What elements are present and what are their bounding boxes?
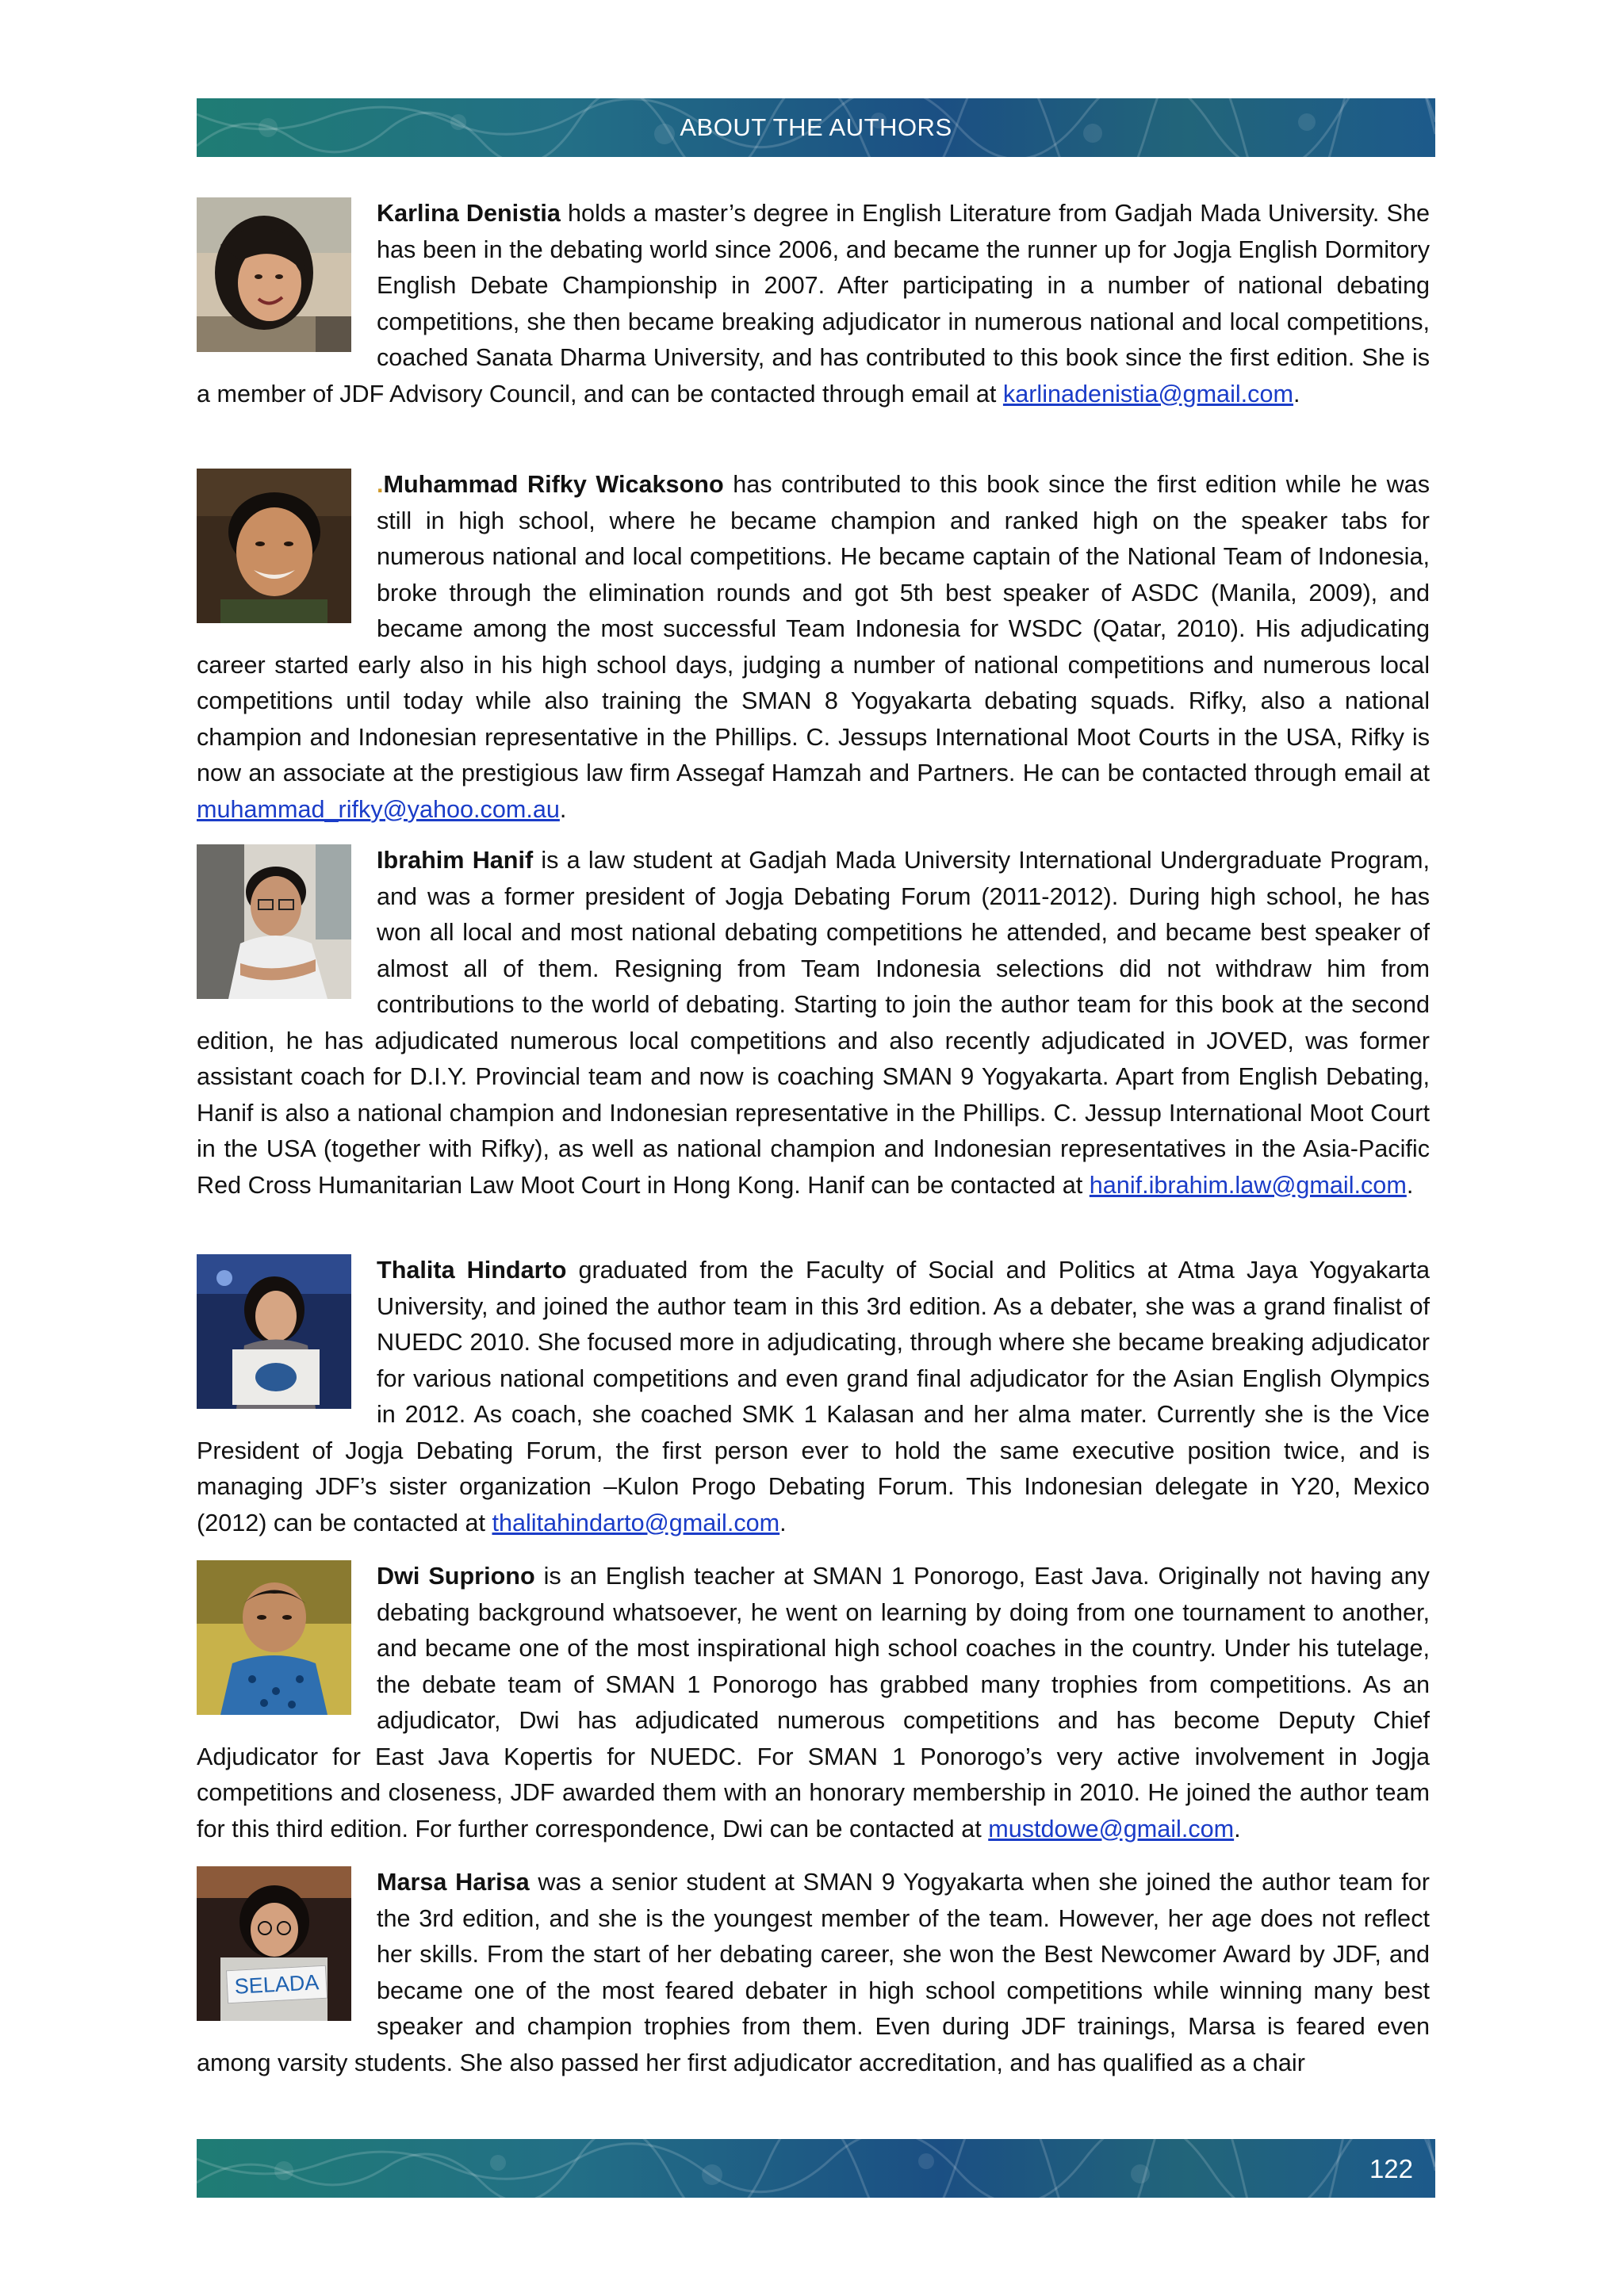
author-photo-rifky: [197, 469, 351, 623]
email-link[interactable]: muhammad_rifky@yahoo.com.au: [197, 795, 560, 823]
author-bio-text: holds a master’s degree in English Literature from Gadjah Mada University. She has been in the debating world since 2006, and became the runner up for Jogja English Dormitory English Debate Championship in 2007. After participating in a number of national debating competitions, she then became breaking adjudicator in numerous national and local competitions, coached Sanata Dharma University, and has contributed to this book since the first edition. She is a member of JDF Advisory Council, and can be contacted through email at: [197, 200, 1430, 408]
author-bio-thalita: Thalita Hindarto graduated from the Faculty of Social and Politics at Atma Jaya Yogyakarta University, and joined the author team in this 3rd edition. As a debater, she was a grand finalist of NUEDC 2010. She focused more in adjudicating, through where she became breaking adjudicator for various national competitions and even grand final adjudicator for the Asian English Olympics in 2012. As coach, she coached SMK 1 Kalasan and her alma mater. Currently she is the Vice President of Jogja Debating Forum, the first person ever to hold the same executive position twice, and is managing JDF’s sister organization –Kulon Progo Debating Forum. This Indonesian delegate in Y20, Mexico (2012) can be contacted at thalitahindarto@gmail.com.: [197, 1257, 1430, 1536]
author-entry-rifky: [197, 467, 1430, 828]
author-bio-hanif: Ibrahim Hanif is a law student at Gadjah Mada University International Undergraduate Program, and was a former president of Jogja Debating Forum (2011-2012). During high school, he has won all local and most national debating competitions he attended, and became best speaker of almost all of them. Resigning from Team Indonesia selections did not withdraw him from contributions to the world of debating. Starting to join the author team for this book at the second edition, he has adjudicated numerous local competitions and also recently adjudicated in JOVED, was former assistant coach for D.I.Y. Provincial team and now is coaching SMAN 9 Yogyakarta. Apart from English Debating, Hanif is also a national champion and Indonesian representative in the Phillips. C. Jessup International Moot Court in the USA (together with Rifky), as well as national champion and Indonesian representatives in the Asia-Pacific Red Cross Humanitarian Law Moot Court in Hong Kong. Hanif can be contacted at hanif.ibrahim.law@gmail.com.: [197, 847, 1430, 1199]
author-name: Thalita Hindarto: [377, 1257, 567, 1284]
batik-pattern-footer: [197, 2139, 1435, 2198]
author-name: Ibrahim Hanif: [377, 847, 534, 874]
author-photo-dwi: [197, 1560, 351, 1715]
footer-band: [197, 2139, 1435, 2198]
author-name: Marsa Harisa: [377, 1869, 530, 1896]
author-bio-text: is a law student at Gadjah Mada University International Undergraduate Program, and was a former president of Jogja Debating Forum (2011-2012). During high school, he has won all local and most national debating competitions he attended, and became best speaker of almost all of them. Resigning from Team Indonesia selections did not withdraw him from contributions to the world of debating. Starting to join the author team for this book at the second edition, he has adjudicated numerous local competitions and also recently adjudicated in JOVED, was former assistant coach for D.I.Y. Provincial team and now is coaching SMAN 9 Yogyakarta. Apart from English Debating, Hanif is also a national champion and Indonesian representative in the Phillips. C. Jessup International Moot Court in the USA (together with Rifky), as well as national champion and Indonesian representatives in the Asia-Pacific Red Cross Humanitarian Law Moot Court in Hong Kong. Hanif can be contacted at: [197, 847, 1430, 1199]
author-entry-thalita: [197, 1253, 1430, 1541]
photo-sign-text: SELADA: [226, 1965, 327, 2004]
author-name: Muhammad Rifky Wicaksono: [383, 471, 724, 498]
email-link[interactable]: thalitahindarto@gmail.com: [492, 1509, 780, 1536]
author-bio-marsa: [197, 1865, 1430, 2081]
author-entry-dwi: [197, 1559, 1430, 1847]
email-link[interactable]: hanif.ibrahim.law@gmail.com: [1089, 1171, 1407, 1199]
email-link[interactable]: mustdowe@gmail.com: [988, 1815, 1235, 1843]
author-bio-karlina: Karlina Denistia holds a master’s degree in English Literature from Gadjah Mada University. She has been in the debating world since 2006, and became the runner up for Jogja English Dormitory English Debate Championship in 2007. After participating in a number of national debating competitions, she then became breaking adjudicator in numerous national and local competitions, coached Sanata Dharma University, and has contributed to this book since the first edition. She is a member of JDF Advisory Council, and can be contacted through email at karlinadenistia@gmail.com.: [197, 200, 1430, 408]
author-bio-text: is an English teacher at SMAN 1 Ponorogo, East Java. Originally not having any debating background whatsoever, he went on learning by doing from one tournament to another, and became one of the most inspirational high school coaches in the country. Under his tutelage, the debate team of SMAN 1 Ponorogo has grabbed many trophies from competitions. As an adjudicator, Dwi has adjudicated numerous competitions and has become Deputy Chief Adjudicator for East Java Kopertis for NUEDC. For SMAN 1 Ponorogo’s very active involvement in Jogja competitions and closeness, JDF awarded them with an honorary membership in 2010. He joined the author team for this third edition. For further correspondence, Dwi can be contacted at: [197, 1563, 1430, 1843]
author-bio-text: graduated from the Faculty of Social and Politics at Atma Jaya Yogyakarta University, and joined the author team in this 3rd edition. As a debater, she was a grand finalist of NUEDC 2010. She focused more in adjudicating, through where she became breaking adjudicator for various national competitions and even grand final adjudicator for the Asian English Olympics in 2012. As coach, she coached SMK 1 Kalasan and her alma mater. Currently she is the Vice President of Jogja Debating Forum, the first person ever to hold the same executive position twice, and is managing JDF’s sister organization –Kulon Progo Debating Forum. This Indonesian delegate in Y20, Mexico (2012) can be contacted at: [197, 1257, 1430, 1536]
author-photo-thalita: [197, 1254, 351, 1409]
author-name: Karlina Denistia: [377, 200, 561, 227]
author-photo-hanif: [197, 844, 351, 999]
author-entry-hanif: [197, 843, 1430, 1203]
author-bio-text: has contributed to this book since the first edition while he was still in high school, where he became champion and ranked high on the speaker tabs for numerous national and local competitions. He became captain of the National Team of Indonesia, broke through the elimination rounds and got 5th best speaker of ASDC (Manila, 2009), and became among the most successful Team Indonesia for WSDC (Qatar, 2010). His adjudicating career started early also in his high school days, judging a number of national competitions and numerous local competitions until today while also training the SMAN 8 Yogyakarta debating squads. Rifky, also a national champion and Indonesian representative in the Phillips. C. Jessups International Moot Courts in the USA, Rifky is now an associate at the prestigious law firm Assegaf Hamzah and Partners. He can be contacted through email at: [197, 471, 1430, 786]
author-entry-karlina: [197, 196, 1430, 412]
author-bio-rifky: .Muhammad Rifky Wicaksono has contributed to this book since the first edition while he was still in high school, where he became champion and ranked high on the speaker tabs for numerous national and local competitions. He became captain of the National Team of Indonesia, broke through the elimination rounds and got 5th best speaker of ASDC (Manila, 2009), and became among the most successful Team Indonesia for WSDC (Qatar, 2010). His adjudicating career started early also in his high school days, judging a number of national competitions and numerous local competitions until today while also training the SMAN 8 Yogyakarta debating squads. Rifky, also a national champion and Indonesian representative in the Phillips. C. Jessups International Moot Courts in the USA, Rifky is now an associate at the prestigious law firm Assegaf Hamzah and Partners. He can be contacted through email at muhammad_rifky@yahoo.com.au.: [197, 471, 1430, 823]
header-title: ABOUT THE AUTHORS: [680, 113, 952, 141]
author-photo-marsa: [197, 1866, 351, 2021]
header-band: [197, 98, 1435, 157]
email-link[interactable]: karlinadenistia@gmail.com: [1002, 380, 1293, 408]
author-photo-karlina: [197, 197, 351, 352]
author-bio-dwi: Dwi Supriono is an English teacher at SMAN 1 Ponorogo, East Java. Originally not having any debating background whatsoever, he went on learning by doing from one tournament to another, and became one of the most inspirational high school coaches in the country. Under his tutelage, the debate team of SMAN 1 Ponorogo has grabbed many trophies from competitions. As an adjudicator, Dwi has adjudicated numerous competitions and has become Deputy Chief Adjudicator for East Java Kopertis for NUEDC. For SMAN 1 Ponorogo’s very active involvement in Jogja competitions and closeness, JDF awarded them with an honorary membership in 2010. He joined the author team for this third edition. For further correspondence, Dwi can be contacted at mustdowe@gmail.com.: [197, 1563, 1430, 1843]
author-name: Dwi Supriono: [377, 1563, 535, 1590]
page-number: 122: [1369, 2154, 1413, 2183]
author-bio-text: was a senior student at SMAN 9 Yogyakarta when she joined the author team for the 3rd edition, and she is the youngest member of the team. However, her age does not reflect her skills. From the start of her debating career, she won the Best Newcomer Award by JDF, and became one of the most feared debater in high school competitions while winning many best speaker and champion trophies from them. Even during JDF trainings, Marsa is feared even among varsity students. She also passed her first adjudicator accreditation, and has qualified as a chair: [197, 1869, 1430, 2076]
author-entry-marsa: [197, 1865, 1430, 2081]
